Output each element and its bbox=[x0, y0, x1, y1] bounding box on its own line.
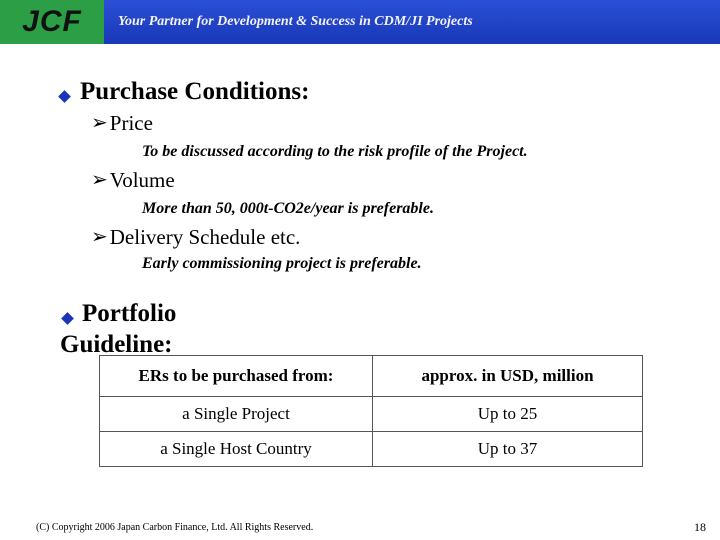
table-cell: a Single Project bbox=[100, 397, 373, 432]
condition-label: Volume bbox=[109, 168, 175, 192]
condition-note: More than 50, 000t-CO2e/year is preferable. bbox=[142, 200, 434, 217]
condition-label: Price bbox=[109, 111, 153, 135]
portfolio-heading-line2: Guideline: bbox=[60, 331, 173, 358]
header-band bbox=[104, 0, 720, 44]
table-header-cell: ERs to be purchased from: bbox=[100, 356, 373, 397]
table-header-cell: approx. in USD, million bbox=[373, 356, 643, 397]
portfolio-heading-line1: Portfolio bbox=[82, 300, 177, 327]
table-header-row bbox=[100, 356, 643, 397]
table-cell: a Single Host Country bbox=[100, 432, 373, 467]
arrow-bullet-icon: ➢ bbox=[91, 226, 108, 248]
condition-volume bbox=[91, 168, 175, 192]
condition-label: Delivery Schedule etc. bbox=[109, 225, 301, 249]
page-number: 18 bbox=[694, 520, 706, 534]
tagline: Your Partner for Development & Success in CDM/JI Projects bbox=[118, 14, 473, 29]
logo-text: JCF bbox=[22, 5, 82, 38]
condition-note: Early commissioning project is preferable. bbox=[142, 255, 422, 272]
diamond-bullet-icon bbox=[58, 90, 71, 103]
arrow-bullet-icon: ➢ bbox=[91, 169, 108, 191]
arrow-bullet-icon: ➢ bbox=[91, 112, 108, 134]
table-row bbox=[100, 397, 643, 432]
table-cell: Up to 25 bbox=[373, 397, 643, 432]
condition-note: To be discussed according to the risk profile of the Project. bbox=[142, 143, 528, 160]
jcf-logo bbox=[0, 0, 104, 44]
purchase-conditions-heading: Purchase Conditions: bbox=[80, 78, 310, 105]
table-row bbox=[100, 432, 643, 467]
portfolio-table bbox=[99, 355, 643, 467]
condition-price bbox=[91, 111, 153, 135]
table-cell: Up to 37 bbox=[373, 432, 643, 467]
condition-delivery bbox=[91, 225, 300, 249]
copyright: (C) Copyright 2006 Japan Carbon Finance, Ltd. All Rights Reserved. bbox=[36, 522, 314, 533]
diamond-bullet-icon bbox=[61, 312, 74, 325]
